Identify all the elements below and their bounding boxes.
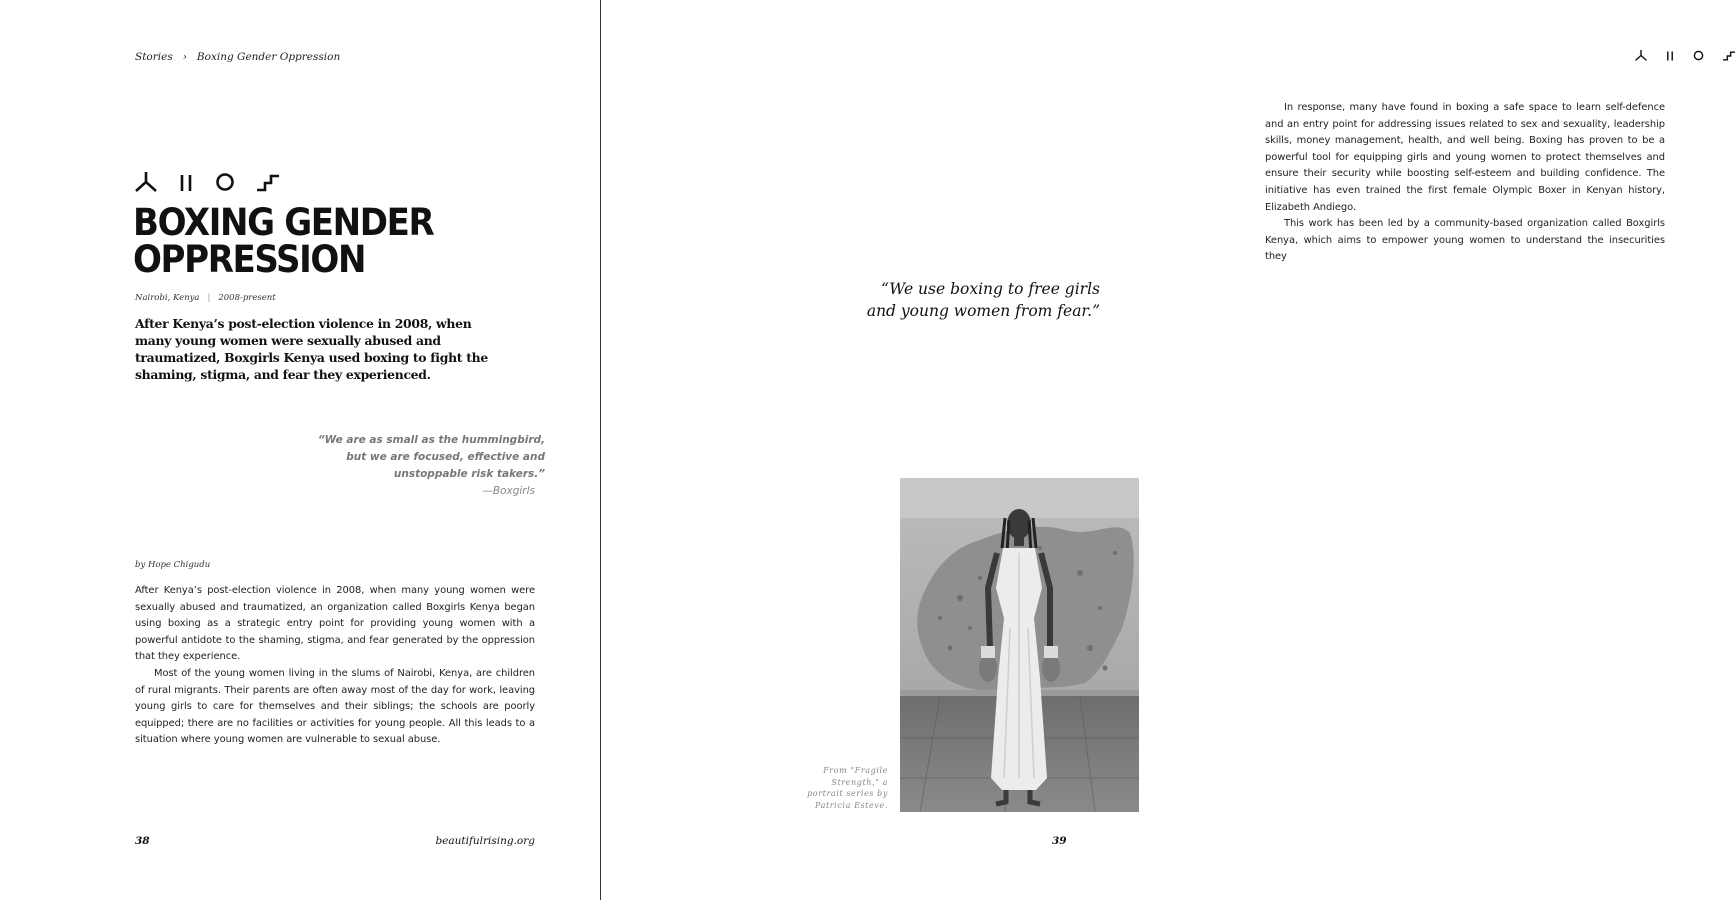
- website-link[interactable]: beautifulrising.org: [435, 835, 535, 847]
- step-glyph-icon: [257, 174, 279, 192]
- pull-quote-line: “We are as small as the hummingbird,: [317, 434, 545, 446]
- title-line-1: BOXING GENDER: [133, 201, 434, 244]
- feature-quote: [867, 278, 1100, 322]
- body-paragraph: This work has been led by a community-based organization called Boxgirls Kenya, which aims to empower young women to understand the insecurities they: [1265, 218, 1665, 263]
- circle-glyph-icon: [1693, 50, 1704, 61]
- body-paragraph: Most of the young women living in the slums of Nairobi, Kenya, are children of rural migrants. Their parents are often away most of the day for work, leaving young girls to care for themselves and their siblings; the schools are poorly equipped; there are no facilities or activities for young people. All this leads to a situation where young women are vulnerable to sexual abuse.: [135, 667, 535, 746]
- breadcrumb-stories-link[interactable]: Stories: [135, 51, 173, 63]
- step-glyph-icon: [1723, 51, 1735, 61]
- caption-line: From "Fragile: [823, 766, 888, 775]
- page-number-right: 39: [1052, 835, 1067, 847]
- portrait-photo: [900, 478, 1139, 812]
- pull-quote-line: unstoppable risk takers.”: [393, 468, 545, 480]
- pull-quote-attribution: —Boxgirls: [482, 485, 535, 497]
- caption-line: Strength," a: [831, 777, 888, 787]
- breadcrumb: [135, 51, 340, 63]
- standfirst: After Kenya’s post-election violence in 2008, when many young women were sexually abused and traumatized, Boxgirls Kenya used boxing to fight the shaming, stigma, and fear they experienced.: [135, 316, 488, 382]
- meta-divider: |: [207, 293, 211, 303]
- feature-quote-line: “We use boxing to free girls: [880, 280, 1100, 298]
- portrait-photo-image: [900, 478, 1139, 812]
- photo-caption: [800, 765, 888, 812]
- body-text-left: [135, 583, 535, 749]
- meta-location: Nairobi, Kenya: [135, 293, 200, 303]
- double-bar-glyph-icon: [179, 174, 193, 192]
- pull-quote-line: but we are focused, effective and: [346, 451, 545, 463]
- page-title: [133, 201, 434, 281]
- title-line-2: OPPRESSION: [133, 238, 366, 281]
- body-text-right: [1265, 100, 1665, 263]
- meta-dates: 2008-present: [218, 293, 276, 303]
- caption-line: Patricia Esteve.: [814, 801, 888, 811]
- right-page: [600, 0, 1665, 900]
- double-bar-glyph-icon: [1666, 51, 1674, 61]
- byline: by Hope Chigudu: [135, 560, 211, 570]
- story-meta: [135, 293, 276, 303]
- body-paragraph: In response, many have found in boxing a safe space to learn self-defence and an entry point for addressing issues related to sex and sexuality, leadership skills, money management, health, and well being. Boxing has proven to be a powerful tool for equipping girls and young women to protect themselves and ensure their security while boosting self-esteem and building confidence. The initiative has even trained the first female Olympic Boxer in Kenyan history, Elizabeth Andiego.: [1265, 102, 1665, 213]
- feature-quote-line: and young women from fear.”: [866, 302, 1100, 320]
- header-glyphs: [1635, 50, 1735, 61]
- branch-glyph-icon: [135, 172, 157, 192]
- breadcrumb-separator: ›: [182, 51, 187, 63]
- page-number-left: 38: [135, 835, 150, 847]
- body-paragraph: After Kenya’s post-election violence in 2008, when many young women were sexually abused and traumatized, an organization called Boxgirls Kenya began using boxing as a strategic entry point for providing young women with a powerful antidote to the shaming, stigma, and fear generated by the oppression that they experience.: [135, 585, 535, 663]
- pull-quote: [245, 432, 545, 500]
- logo-glyphs: [135, 172, 279, 192]
- caption-line: portrait series by: [807, 789, 888, 799]
- left-page: [0, 0, 600, 900]
- breadcrumb-current: Boxing Gender Oppression: [196, 51, 341, 63]
- circle-glyph-icon: [215, 172, 235, 192]
- branch-glyph-icon: [1635, 50, 1647, 61]
